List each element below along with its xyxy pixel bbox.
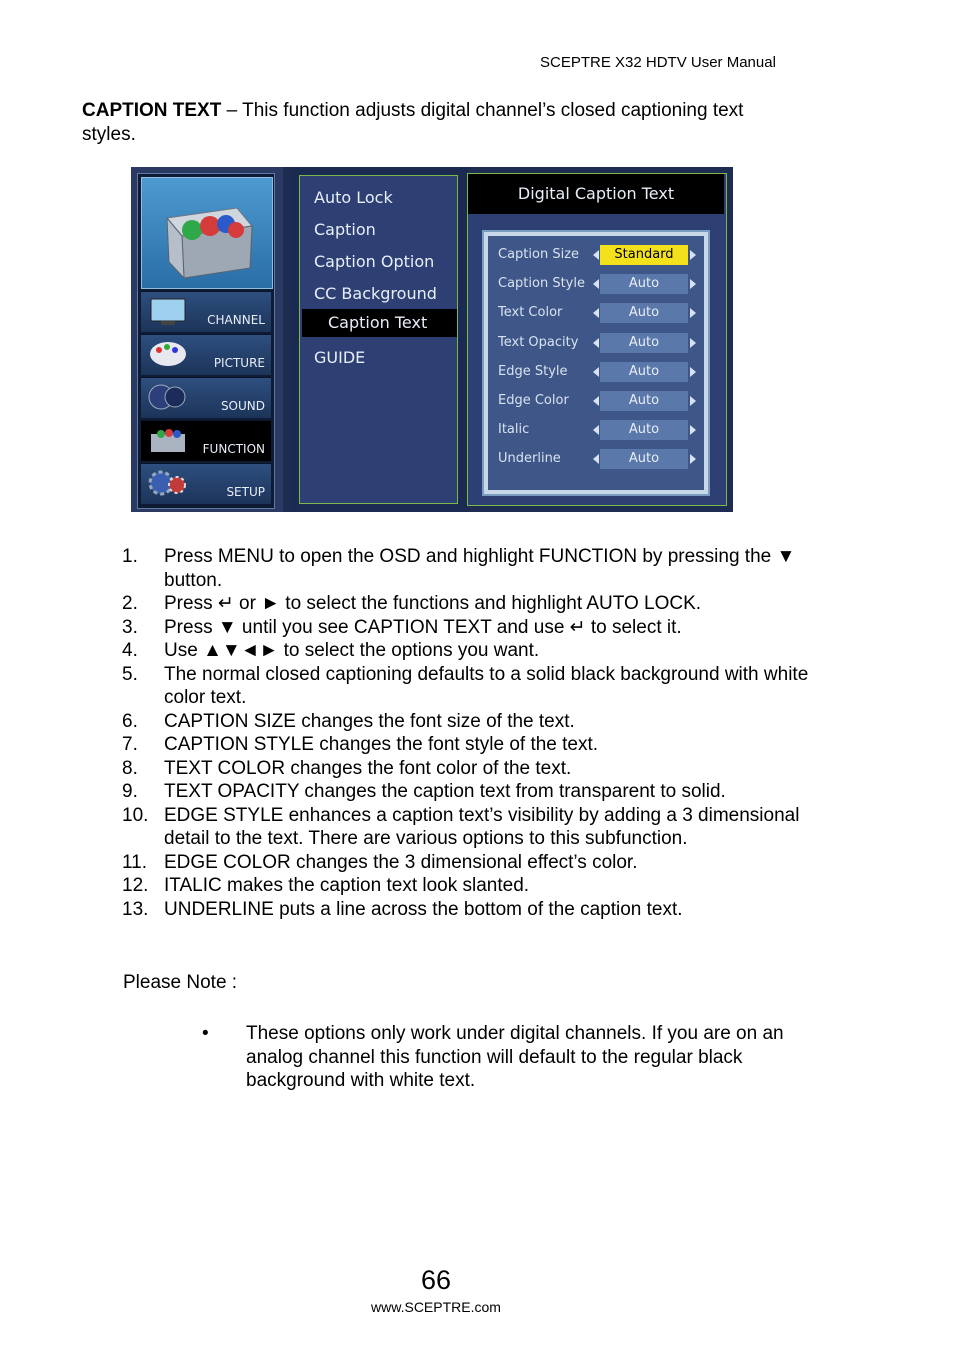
osd-function-menu bbox=[291, 167, 467, 512]
step-text: UNDERLINE puts a line across the bottom of the caption text. bbox=[164, 898, 683, 920]
step-text: ITALIC makes the caption text look slanted. bbox=[164, 875, 530, 896]
arrow-right-icon[interactable] bbox=[690, 338, 696, 348]
menu-item-cc-background[interactable] bbox=[314, 284, 437, 303]
intro-text: – This function adjusts digital channel’s closed captioning text styles. bbox=[82, 100, 744, 145]
category-function[interactable] bbox=[141, 420, 271, 461]
instruction-list bbox=[122, 545, 822, 921]
section-heading: CAPTION TEXT bbox=[82, 100, 222, 121]
step-text: The normal closed captioning defaults to a solid black background with white color text. bbox=[164, 663, 809, 708]
step-number: 6. bbox=[122, 710, 138, 732]
step-text: Press MENU to open the OSD and highlight FUNCTION by pressing the ▼ button. bbox=[164, 546, 796, 591]
arrow-left-icon[interactable] bbox=[593, 308, 599, 318]
option-row-underline[interactable] bbox=[488, 448, 704, 470]
option-row-text-color[interactable] bbox=[488, 302, 704, 324]
menu-item-label: Caption Option bbox=[314, 252, 435, 271]
list-item bbox=[122, 804, 822, 851]
step-text: Press ↵ or ► to select the functions and highlight AUTO LOCK. bbox=[164, 593, 702, 614]
list-item bbox=[122, 874, 822, 898]
arrow-right-icon[interactable] bbox=[690, 279, 696, 289]
step-text: EDGE STYLE enhances a caption text’s visibility by adding a 3 dimensional detail to the text. There are various options to this subfunction. bbox=[164, 804, 800, 849]
list-item bbox=[122, 639, 822, 663]
menu-item-label: Auto Lock bbox=[314, 188, 393, 207]
step-number: 10. bbox=[122, 804, 149, 826]
step-text: TEXT COLOR changes the font color of the text. bbox=[164, 757, 572, 779]
option-label: Edge Color bbox=[498, 393, 569, 408]
category-label: CHANNEL bbox=[207, 313, 265, 327]
arrow-left-icon[interactable] bbox=[593, 396, 599, 406]
option-label: Edge Style bbox=[498, 363, 568, 379]
arrow-right-icon[interactable] bbox=[690, 250, 696, 260]
option-label: Text Color bbox=[498, 305, 563, 321]
category-label: SOUND bbox=[220, 399, 265, 413]
step-number: 13. bbox=[122, 898, 149, 920]
arrow-right-icon[interactable] bbox=[690, 367, 696, 377]
menu-item-label: CC Background bbox=[314, 284, 437, 303]
menu-item-caption-text[interactable] bbox=[302, 309, 457, 337]
arrow-right-icon[interactable] bbox=[690, 396, 696, 406]
footer-website: www.SCEPTRE.com bbox=[371, 1299, 501, 1315]
list-item bbox=[122, 710, 822, 734]
option-row-edge-color[interactable] bbox=[488, 390, 704, 412]
arrow-right-icon[interactable] bbox=[690, 425, 696, 435]
step-text: Press ▼ until you see CAPTION TEXT and use ↵ to select it. bbox=[164, 616, 682, 638]
panel-title: Digital Caption Text bbox=[468, 174, 724, 214]
menu-item-caption[interactable] bbox=[314, 220, 376, 239]
gear-icon bbox=[147, 467, 189, 499]
arrow-left-icon[interactable] bbox=[593, 425, 599, 435]
note-text: These options only work under digital channels. If you are on an analog channel this function will default to the regular black background with white text. bbox=[246, 1023, 784, 1091]
step-number: 7. bbox=[122, 734, 138, 755]
option-row-caption-size[interactable] bbox=[488, 244, 704, 266]
palette-icon bbox=[147, 338, 189, 370]
menu-item-guide[interactable] bbox=[314, 348, 365, 367]
step-number: 8. bbox=[122, 757, 138, 779]
step-number: 5. bbox=[122, 663, 138, 685]
option-row-text-opacity[interactable] bbox=[488, 332, 704, 354]
step-number: 12. bbox=[122, 875, 149, 896]
list-item bbox=[122, 545, 822, 592]
option-value[interactable]: Auto bbox=[600, 274, 688, 294]
list-item bbox=[122, 663, 822, 710]
osd-category-column bbox=[131, 167, 283, 512]
arrow-left-icon[interactable] bbox=[593, 250, 599, 260]
list-item bbox=[122, 733, 822, 757]
toolbox-large-icon bbox=[141, 177, 273, 289]
option-label: Italic bbox=[498, 422, 530, 438]
option-label: Text Opacity bbox=[498, 334, 579, 350]
arrow-left-icon[interactable] bbox=[593, 367, 599, 377]
menu-item-auto-lock[interactable] bbox=[314, 188, 393, 207]
osd-screenshot bbox=[131, 167, 733, 512]
list-item bbox=[122, 851, 822, 875]
arrow-left-icon[interactable] bbox=[593, 454, 599, 464]
menu-item-label: Caption Text bbox=[328, 313, 428, 332]
list-item bbox=[122, 757, 822, 781]
menu-item-label: Caption bbox=[314, 220, 376, 239]
arrow-left-icon[interactable] bbox=[593, 279, 599, 289]
tv-icon bbox=[147, 295, 189, 327]
category-channel[interactable] bbox=[141, 291, 271, 332]
option-label: Caption Style bbox=[498, 276, 585, 292]
option-value[interactable]: Auto bbox=[600, 391, 688, 411]
option-row-edge-style[interactable] bbox=[488, 361, 704, 383]
option-label: Underline bbox=[498, 451, 561, 467]
step-text: Use ▲▼◄► to select the options you want. bbox=[164, 640, 540, 661]
step-text: CAPTION STYLE changes the font style of the text. bbox=[164, 734, 599, 755]
list-item bbox=[122, 898, 822, 922]
option-row-italic[interactable] bbox=[488, 419, 704, 441]
step-number: 9. bbox=[122, 781, 138, 802]
arrow-right-icon[interactable] bbox=[690, 454, 696, 464]
menu-item-caption-option[interactable] bbox=[314, 252, 434, 271]
speaker-icon bbox=[147, 381, 189, 413]
option-value[interactable]: Standard bbox=[600, 245, 688, 265]
option-value[interactable]: Auto bbox=[600, 420, 688, 440]
step-number: 1. bbox=[122, 546, 138, 567]
option-label: Caption Size bbox=[498, 247, 580, 262]
step-text: TEXT OPACITY changes the caption text from transparent to solid. bbox=[164, 781, 726, 802]
list-item bbox=[122, 780, 822, 804]
note-heading: Please Note : bbox=[123, 972, 238, 993]
page-number: 66 bbox=[420, 1265, 452, 1295]
toolbox-icon bbox=[147, 424, 189, 456]
intro-paragraph bbox=[82, 99, 782, 146]
step-number: 11. bbox=[122, 851, 148, 873]
list-item bbox=[122, 616, 822, 640]
category-sound[interactable] bbox=[141, 377, 271, 418]
option-value[interactable]: Auto bbox=[600, 449, 688, 469]
step-number: 2. bbox=[122, 593, 138, 614]
caption-text-panel bbox=[467, 173, 727, 506]
option-value[interactable]: Auto bbox=[600, 362, 688, 382]
step-number: 4. bbox=[122, 640, 138, 661]
menu-item-label: GUIDE bbox=[314, 348, 366, 367]
option-row-caption-style[interactable] bbox=[488, 273, 704, 295]
arrow-left-icon[interactable] bbox=[593, 338, 599, 348]
list-item bbox=[122, 592, 822, 616]
step-number: 3. bbox=[122, 616, 138, 638]
category-setup[interactable] bbox=[141, 463, 271, 504]
category-label: FUNCTION bbox=[202, 442, 265, 456]
manual-header: SCEPTRE X32 HDTV User Manual bbox=[540, 54, 776, 71]
category-picture[interactable] bbox=[141, 334, 271, 375]
step-text: EDGE COLOR changes the 3 dimensional effect’s color. bbox=[164, 851, 638, 873]
step-text: CAPTION SIZE changes the font size of the text. bbox=[164, 710, 575, 732]
bullet-icon: • bbox=[202, 1023, 209, 1044]
option-value[interactable]: Auto bbox=[600, 333, 688, 353]
option-value[interactable]: Auto bbox=[600, 303, 688, 323]
arrow-right-icon[interactable] bbox=[690, 308, 696, 318]
category-label: PICTURE bbox=[213, 356, 265, 370]
category-label: SETUP bbox=[226, 485, 265, 499]
